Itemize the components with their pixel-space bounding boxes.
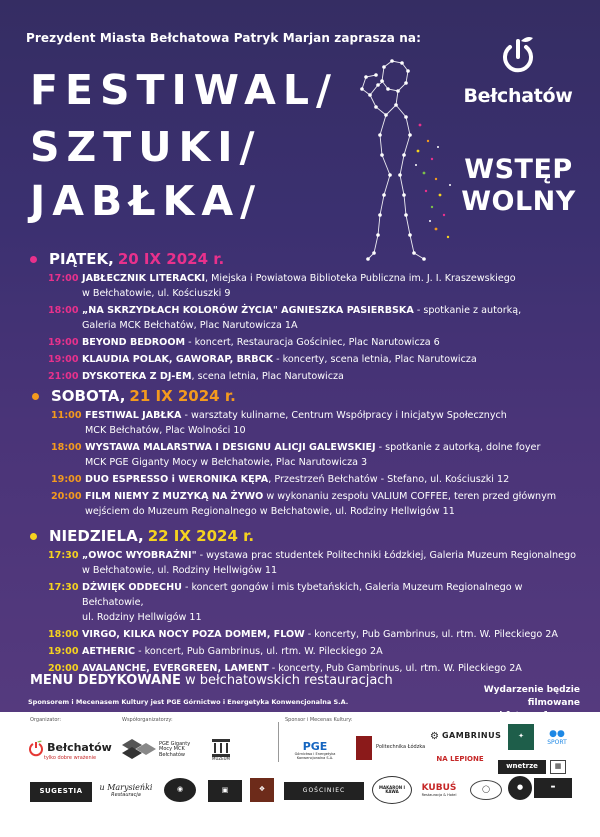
event-time: 19:00 <box>48 354 79 365</box>
logo-kubus-sub: Restauracja & Hotel <box>421 793 457 798</box>
museum-columns-icon <box>212 739 230 757</box>
logo-pge <box>290 734 340 768</box>
day-label: NIEDZIELA, <box>49 527 144 545</box>
event-title: „NA SKRZYDŁACH KOLORÓW ŻYCIA" AGNIESZKA PASIERBSKA <box>82 305 414 316</box>
event-time: 17:30 <box>48 582 79 593</box>
event-title: JABŁECZNIK LITERACKI <box>82 273 206 284</box>
logo-gambrinus <box>430 728 500 744</box>
dark-square-logo-icon: ▣ <box>208 780 242 802</box>
logo-marysienki-text: u Marysieńki <box>99 782 153 792</box>
label-organizer: Organizator: <box>30 717 62 723</box>
grid-icon: ▦ <box>550 760 566 774</box>
logo-sport-text: SPORT <box>547 738 567 746</box>
event-row <box>48 352 580 367</box>
event-text: , scena letnia, Plac Narutowicza <box>191 371 344 382</box>
event-time: 19:00 <box>51 474 82 485</box>
festival-title-line-3: JABŁKA/ <box>30 177 263 225</box>
event-row <box>48 548 580 578</box>
event-text: w wykonaniu zespołu VALIUM COFFEE, teren przed głównym <box>263 491 557 502</box>
event-time: 19:00 <box>48 337 79 348</box>
belchatow-logo <box>463 35 573 107</box>
gear-icon: ⚙ <box>430 730 439 742</box>
logo-pge-giganty <box>122 736 204 764</box>
event-title: DUO ESPRESSO i WERONIKA KĘPA <box>85 474 269 485</box>
menu-dedicated-heading <box>30 673 393 688</box>
event-text: , Miejska i Powiatowa Biblioteka Publiczna im. J. I. Kraszewskiego <box>205 273 516 284</box>
day-header <box>0 527 600 545</box>
event-row <box>51 408 580 438</box>
event-text: - warsztaty kulinarne, Centrum Współpracy i Inicjatyw Społecznych <box>181 410 507 421</box>
dark-rect-logo-icon: ▬ <box>534 778 572 798</box>
event-title: FILM NIEMY Z MUZYKĄ NA ŻYWO <box>85 491 264 502</box>
free-entry-badge <box>456 154 581 219</box>
day-friday <box>0 250 600 386</box>
circle-logo-icon: ● <box>508 776 532 800</box>
logo-belchatow-tag: tylko dobre wrażenie <box>43 755 97 762</box>
day-header <box>0 387 600 405</box>
logo-muzeum-text: MUZEUM <box>212 755 230 761</box>
event-continuation: Galeria MCK Bełchatów, Plac Narutowicza 1A <box>82 320 298 331</box>
event-title: BEYOND BEDROOM <box>82 337 186 348</box>
event-continuation: ul. Rodziny Hellwigów 11 <box>82 612 202 623</box>
round-badge-icon: ◉ <box>164 778 196 802</box>
logo-makaron <box>372 776 412 804</box>
logo-marysienki-sub: Restauracja <box>111 791 141 798</box>
logo-marysienki <box>96 778 156 804</box>
logo-kubus-text: KUBUŚ <box>421 783 457 794</box>
cube-icon <box>122 739 156 761</box>
event-time: 17:00 <box>48 273 79 284</box>
event-text: , Przestrzeń Bełchatów - Stefano, ul. Kościuszki 12 <box>268 474 510 485</box>
logo-kubus <box>416 778 462 804</box>
event-row <box>51 472 580 487</box>
event-text: - koncert gongów i mis tybetańskich, Galeria Muzeum Regionalnego w Bełchatowie, <box>82 582 523 608</box>
logo-na-lepione <box>430 750 490 770</box>
bullet-dot-icon <box>32 393 39 400</box>
event-row <box>48 369 580 384</box>
logo-na-lepione-text: NA LEPIONE <box>436 755 484 764</box>
event-title: DŹWIĘK ODDECHU <box>82 582 182 593</box>
menu-prefix: MENU DEDYKOWANE <box>30 673 181 688</box>
event-time: 18:00 <box>48 305 79 316</box>
event-text: - koncert, Pub Gambrinus, ul. rtm. W. Pileckiego 2A <box>135 646 383 657</box>
logo-belchatow-text: Bełchatów <box>47 741 112 755</box>
event-row <box>48 580 580 625</box>
logo-makaron-text: MAKARON I KAWA <box>379 784 405 794</box>
free-entry-line-1: WSTĘP <box>464 154 573 185</box>
event-continuation: w Bełchatowie, ul. Kościuszki 9 <box>82 288 231 299</box>
event-text: - spotkanie z autorką, dolne foyer <box>375 442 541 453</box>
event-text: - spotkanie z autorką, <box>413 305 522 316</box>
logo-green-badge-icon: ✦ <box>508 724 534 750</box>
festival-title-line-2: SZTUKI/ <box>30 123 262 171</box>
logo-pge-giganty-text: PGE Giganty Mocy MCK Bełchatów <box>159 740 191 758</box>
logo-sport <box>540 724 574 752</box>
partners-strip <box>0 712 600 837</box>
event-time: 20:00 <box>48 663 79 674</box>
event-continuation: wejściem do Muzeum Regionalnego w Bełchatowie, ul. Rodziny Hellwigów 11 <box>85 506 455 517</box>
logo-belchatow <box>30 734 110 768</box>
label-coorganizers: Współorganizatorzy: <box>122 717 173 723</box>
logo-gosciniec <box>284 782 364 800</box>
invitation-line: Prezydent Miasta Bełchatowa Patryk Marjan zaprasza na: <box>26 31 422 45</box>
event-row <box>51 489 580 519</box>
event-time: 18:00 <box>48 629 79 640</box>
logo-sugestia <box>30 782 92 802</box>
constellation-figure-illustration <box>340 55 460 265</box>
event-title: AVALANCHE, EVERGREEN, LAMENT <box>82 663 269 674</box>
politechnika-crest-icon <box>356 736 372 760</box>
logo-wnetrze-text: wnetrze <box>506 762 538 771</box>
event-time: 19:00 <box>48 646 79 657</box>
divider <box>278 722 279 762</box>
day-date: 21 IX 2024 r. <box>129 387 236 405</box>
sponsor-note: Sponsorem i Mecenasem Kultury jest PGE Górnictwo i Energetyka Konwencjonalna S.A. <box>28 698 349 706</box>
event-title: AETHERIC <box>82 646 136 657</box>
event-text: - koncerty, Pub Gambrinus, ul. rtm. W. Pileckiego 2A <box>268 663 522 674</box>
bullet-dot-icon <box>30 533 37 540</box>
oval-logo-icon: ◯ <box>470 780 502 800</box>
filming-note-line-1: Wydarzenie będzie filmowane <box>483 685 580 708</box>
free-entry-line-2: WOLNY <box>461 186 576 218</box>
event-title: „OWOC WYOBRAŹNI" <box>82 550 197 561</box>
event-row <box>48 627 580 642</box>
event-continuation: w Bełchatowie, ul. Rodziny Hellwigów 11 <box>82 565 278 576</box>
event-time: 20:00 <box>51 491 82 502</box>
day-saturday <box>0 387 600 521</box>
event-row <box>48 303 580 333</box>
logo-text: Bełchatów <box>463 85 573 107</box>
event-row <box>51 440 580 470</box>
label-sponsor: Sponsor i Mecenas Kultury: <box>285 717 353 723</box>
event-time: 17:30 <box>48 550 79 561</box>
event-title: KLAUDIA POLAK, GAWORAP, BRBCK <box>82 354 274 365</box>
day-sunday <box>0 527 600 678</box>
logo-sugestia-text: SUGESTIA <box>39 787 83 796</box>
event-time: 11:00 <box>51 410 82 421</box>
logo-muzeum <box>210 734 232 766</box>
event-title: VIRGO, KILKA NOCY POZA DOMEM, FLOW <box>82 629 305 640</box>
event-time: 21:00 <box>48 371 79 382</box>
power-apple-icon <box>28 740 44 756</box>
logo-gambrinus-text: GAMBRINUS <box>441 730 502 740</box>
logo-pge-sub: Górnictwo i Energetyka Konwencjonalna S.A. <box>294 752 336 761</box>
event-text: - koncerty, scena letnia, Plac Narutowicza <box>273 354 477 365</box>
power-apple-icon <box>497 35 539 77</box>
event-continuation: MCK Bełchatów, Plac Wolności 10 <box>85 425 246 436</box>
brown-badge-icon: ❖ <box>250 778 274 802</box>
day-label: SOBOTA, <box>51 387 126 405</box>
event-row <box>48 335 580 350</box>
event-continuation: MCK PGE Giganty Mocy w Bełchatowie, Plac Narutowicza 3 <box>85 457 368 468</box>
logo-politechnika <box>356 734 426 762</box>
day-header <box>0 250 600 268</box>
menu-suffix: w bełchatowskich restauracjach <box>180 673 393 688</box>
logo-wnetrze <box>498 760 546 774</box>
event-text: - koncerty, Pub Gambrinus, ul. rtm. W. Pileckiego 2A <box>304 629 558 640</box>
event-text: - wystawa prac studentek Politechniki Łódzkiej, Galeria Muzeum Regionalnego <box>196 550 577 561</box>
event-title: DYSKOTEKA Z DJ-EM <box>82 371 192 382</box>
event-time: 18:00 <box>51 442 82 453</box>
event-row <box>48 271 580 301</box>
event-text: - koncert, Restauracja Gościniec, Plac Narutowicza 6 <box>185 337 440 348</box>
logo-gosciniec-text: GOŚCINIEC <box>302 786 346 794</box>
event-title: FESTIWAL JABŁKA <box>85 410 182 421</box>
day-date: 22 IX 2024 r. <box>147 527 255 545</box>
day-date: 20 IX 2024 r. <box>117 250 225 268</box>
festival-title-line-1: FESTIWAL/ <box>30 66 338 114</box>
event-row <box>48 644 580 659</box>
logo-pge-text: PGE <box>302 740 328 754</box>
logo-politechnika-text: Politechnika Łódzka <box>376 744 426 751</box>
day-label: PIĄTEK, <box>49 250 114 268</box>
event-title: WYSTAWA MALARSTWA I DESIGNU ALICJI GALEWSKIEJ <box>85 442 376 453</box>
dots-icon: ●● <box>549 728 565 739</box>
bullet-dot-icon <box>30 256 37 263</box>
